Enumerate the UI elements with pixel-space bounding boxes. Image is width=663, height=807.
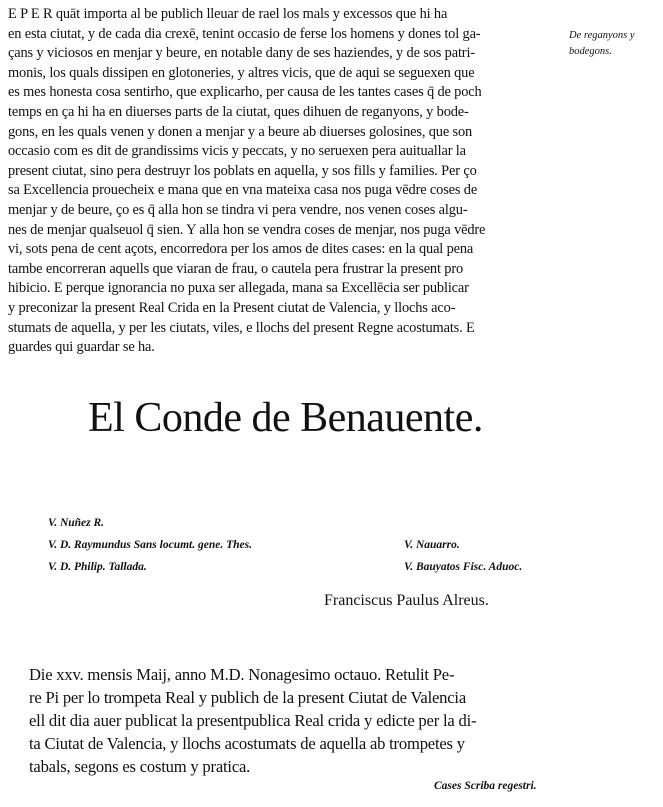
signature-line: V. Nuñez R. [48,517,105,529]
proclamation-line: sa Excellencia prouecheix e mana que en vna mateixa casa nos puga vēdre coses de [8,182,478,199]
attestation-line: tabals, segons es costum y pratica. [29,757,251,776]
margin-note-line: De reganyons y [569,30,635,41]
proclamation-line: guardes qui guardar se ha. [8,339,155,356]
proclamation-line: es mes honesta cosa sentirho, que explicarho, per causa de les tantes cases q̄ de poch [8,84,482,101]
proclamation-line: gons, en les quals venen y donen a menjar y a beure ab diuerses golosines, que son [8,123,473,140]
proclamation-line: tambe encorreran aquells que viaran de frau, o cautela pera frustrar la present pro [8,260,464,277]
proclamation-line: stumats de aquella, y per les ciutats, viles, e llochs del present Regne acostumats. E [8,319,475,336]
proclamation-line: E P E R quāt importa al be publich lleuar de rael los mals y excessos que hi ha [8,6,448,22]
secretary-signature: Franciscus Paulus Alreus. [324,592,489,609]
proclamation-line: temps en ça hi ha en diuerses parts de la ciutat, ques dihuen de reganyons, y bode- [8,103,469,120]
signatures-right [404,534,522,578]
margin-note-line: bodegons. [569,46,612,57]
signature-line: V. D. Philip. Tallada. [48,561,147,573]
proclamation-line: present ciutat, sino pera destruyr los poblats en aquella, y sos fills y families. Per ço [8,162,477,179]
attestation-line: re Pi per lo trompeta Real y publich de la present Ciutat de Valencia [29,688,467,707]
proclamation-text [8,5,563,358]
signatures-left [48,512,252,578]
proclamation-line: vi, sots pena de cent açots, encorredora per los amos de dites cases: en la qual pena [8,241,474,258]
scribe-signature: Cases Scriba regestri. [434,780,537,792]
signature-line: V. Nauarro. [404,539,460,551]
attestation-line: ta Ciutat de Valencia, y llochs acostumats de aquella ab trompetes y [29,734,465,753]
proclamation-line: hibicio. E perque ignorancia no puxa ser allegada, mana sa Excellēcia ser publicar [8,280,469,297]
attestation-line: ell dit dia auer publicat la presentpublica Real crida y edicte per la di- [29,711,477,730]
proclamation-line: menjar y de beure, ço es q̄ alla hon se tindra vi pera vendre, nos venen coses algu- [8,201,468,218]
signatory-title: El Conde de Benauente. [88,395,483,441]
margin-note [569,28,661,60]
signature-line: V. Bauyatos Fisc. Aduoc. [404,561,523,573]
proclamation-line: en esta ciutat, y de cada dia crexē, tenint occasio de ferse los homens y dones tol ga- [8,25,481,42]
proclamation-line: nes de menjar qualseuol q̄ sien. Y alla hon se vendra coses de menjar, nos puga vēdre [8,221,486,238]
proclamation-line: çans y viciosos en menjar y beure, en notable dany de ses haziendes, y de sos patri- [8,45,475,62]
attestation-text [29,663,569,778]
proclamation-line: occasio com es dit de grandissims vicis y peccats, y no seruexen pera auituallar la [8,143,466,160]
signature-line: V. D. Raymundus Sans locumt. gene. Thes. [48,539,252,551]
proclamation-line: y preconizar la present Real Crida en la Present ciutat de Valencia, y llochs aco- [8,299,456,316]
proclamation-line: monis, los quals dissipen en glotoneries, y altres vicis, que de aqui se seguexen que [8,64,475,81]
attestation-line: Die xxv. mensis Maij, anno M.D. Nonagesimo octauo. Retulit Pe- [29,665,455,684]
